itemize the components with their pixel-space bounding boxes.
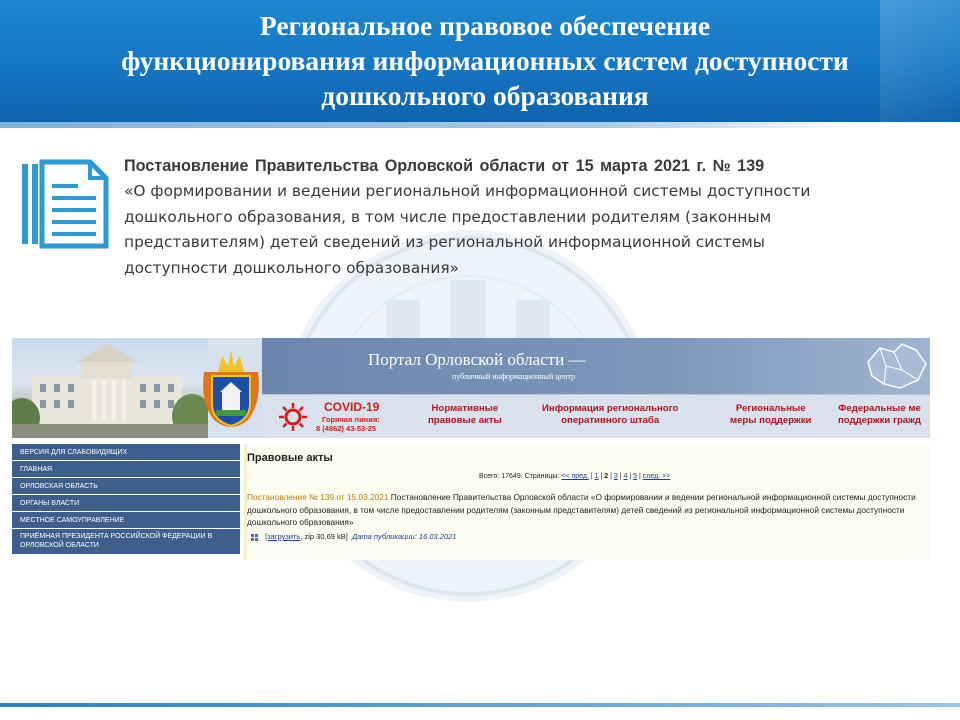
nav-label: поддержки гражд — [838, 415, 922, 426]
file-size: , zip 30,69 kB] — [300, 532, 348, 541]
decree-heading: Постановление Правительства Орловской области от 15 марта 2021 г. № 139 — [124, 157, 765, 175]
nav-federal-support[interactable] — [838, 403, 921, 427]
nav-label: Информация регионального — [542, 403, 679, 414]
portal-content — [244, 444, 930, 560]
slide-title — [20, 8, 950, 113]
portal-screenshot — [12, 338, 930, 560]
covid-hotline-label: Горячая линия: — [322, 415, 380, 424]
pager-next-link[interactable]: след. >> — [642, 473, 671, 480]
pager-page-link[interactable]: 1 — [594, 473, 599, 480]
decree-block — [124, 154, 924, 281]
act-entry — [247, 491, 930, 529]
portal-sidebar — [12, 444, 240, 555]
covid-sun-icon — [278, 402, 308, 432]
sidebar-item-president-reception[interactable]: ПРИЁМНАЯ ПРЕЗИДЕНТА РОССИЙСКОЙ ФЕДЕРАЦИИ В ОРЛОВСКОЙ ОБЛАСТИ — [12, 529, 240, 555]
nav-label: Региональные — [735, 403, 806, 414]
pager-page-link[interactable]: 5 — [633, 473, 638, 480]
decree-line: «О формировании и ведении региональной информационной системы доступности — [124, 182, 811, 200]
portal-header — [12, 338, 930, 438]
nav-label: Нормативные — [431, 403, 499, 414]
act-description: Постановление Правительства Орловской области «О формировании и ведении региональной информационной системы доступности дошкольного образования, в том числе предоставлении родителям (законным представителям) детей сведений из региональной информационной системы доступности дошкольного образования» — [247, 492, 916, 528]
banner-underline — [0, 122, 860, 128]
title-line: дошкольного образования — [321, 80, 649, 111]
region-map-icon — [860, 340, 930, 392]
download-link[interactable]: [загрузить — [265, 532, 301, 541]
pager: Всего: 17649. Страницы: << пред. | 1 | 2 | 3 | 4 | 5 | след. >> — [479, 473, 671, 480]
nav-operational-hq[interactable] — [542, 403, 678, 427]
act-meta — [251, 532, 456, 541]
sidebar-item-authorities[interactable]: ОРГАНЫ ВЛАСТИ — [12, 495, 240, 512]
footer-line — [0, 703, 960, 707]
covid-title: COVID-19 — [324, 400, 380, 414]
content-title: Правовые акты — [247, 452, 333, 464]
title-line: функционирования информационных систем доступности — [121, 45, 849, 76]
coat-of-arms-icon — [198, 342, 264, 434]
decree-body — [124, 179, 924, 281]
decree-line: дошкольного образования, в том числе предоставлении родителям (законным — [124, 207, 772, 226]
nav-label: оперативного штаба — [561, 415, 660, 426]
covid-phone: 8 (4862) 43-53-25 — [316, 424, 377, 433]
title-line: Региональное правовое обеспечение — [259, 10, 711, 41]
covid-hotline[interactable] — [268, 397, 418, 437]
sidebar-item-home[interactable]: ГЛАВНАЯ — [12, 461, 240, 478]
publication-date: Дата публикации: 16.03.2021 — [352, 532, 457, 541]
nav-label: Федеральные ме — [838, 403, 921, 414]
file-icon — [251, 534, 261, 541]
sidebar-item-local-government[interactable]: МЕСТНОЕ САМОУПРАВЛЕНИЕ — [12, 512, 240, 529]
nav-legal-acts[interactable] — [428, 403, 502, 427]
portal-nav — [262, 394, 930, 438]
document-icon — [18, 158, 110, 250]
pager-current-page: 2 — [604, 473, 609, 480]
nav-regional-support[interactable] — [730, 403, 811, 427]
portal-banner — [262, 338, 930, 394]
sidebar-item-low-vision[interactable]: ВЕРСИЯ ДЛЯ СЛАБОВИДЯЩИХ — [12, 444, 240, 461]
nav-label: правовые акты — [428, 415, 502, 426]
decree-line: представителям) детей сведений из региональной информационной системы — [124, 233, 765, 251]
pager-page-link[interactable]: 4 — [623, 473, 628, 480]
building-photo — [12, 338, 208, 438]
portal-subtitle: публичный информационный центр — [452, 372, 575, 381]
pager-page-link[interactable]: 3 — [613, 473, 618, 480]
pager-prev-link[interactable]: << пред. — [561, 473, 589, 480]
portal-name: Портал Орловской области — — [368, 350, 586, 369]
nav-label: меры поддержки — [730, 415, 812, 426]
decree-line: доступности дошкольного образования» — [124, 258, 460, 277]
slide-header — [0, 0, 960, 122]
sidebar-item-region[interactable]: ОРЛОВСКАЯ ОБЛАСТЬ — [12, 478, 240, 495]
act-link[interactable]: Постановление № 139 от 15.03.2021 — [247, 492, 389, 502]
pager-total: Всего: 17649. Страницы: — [479, 473, 560, 480]
